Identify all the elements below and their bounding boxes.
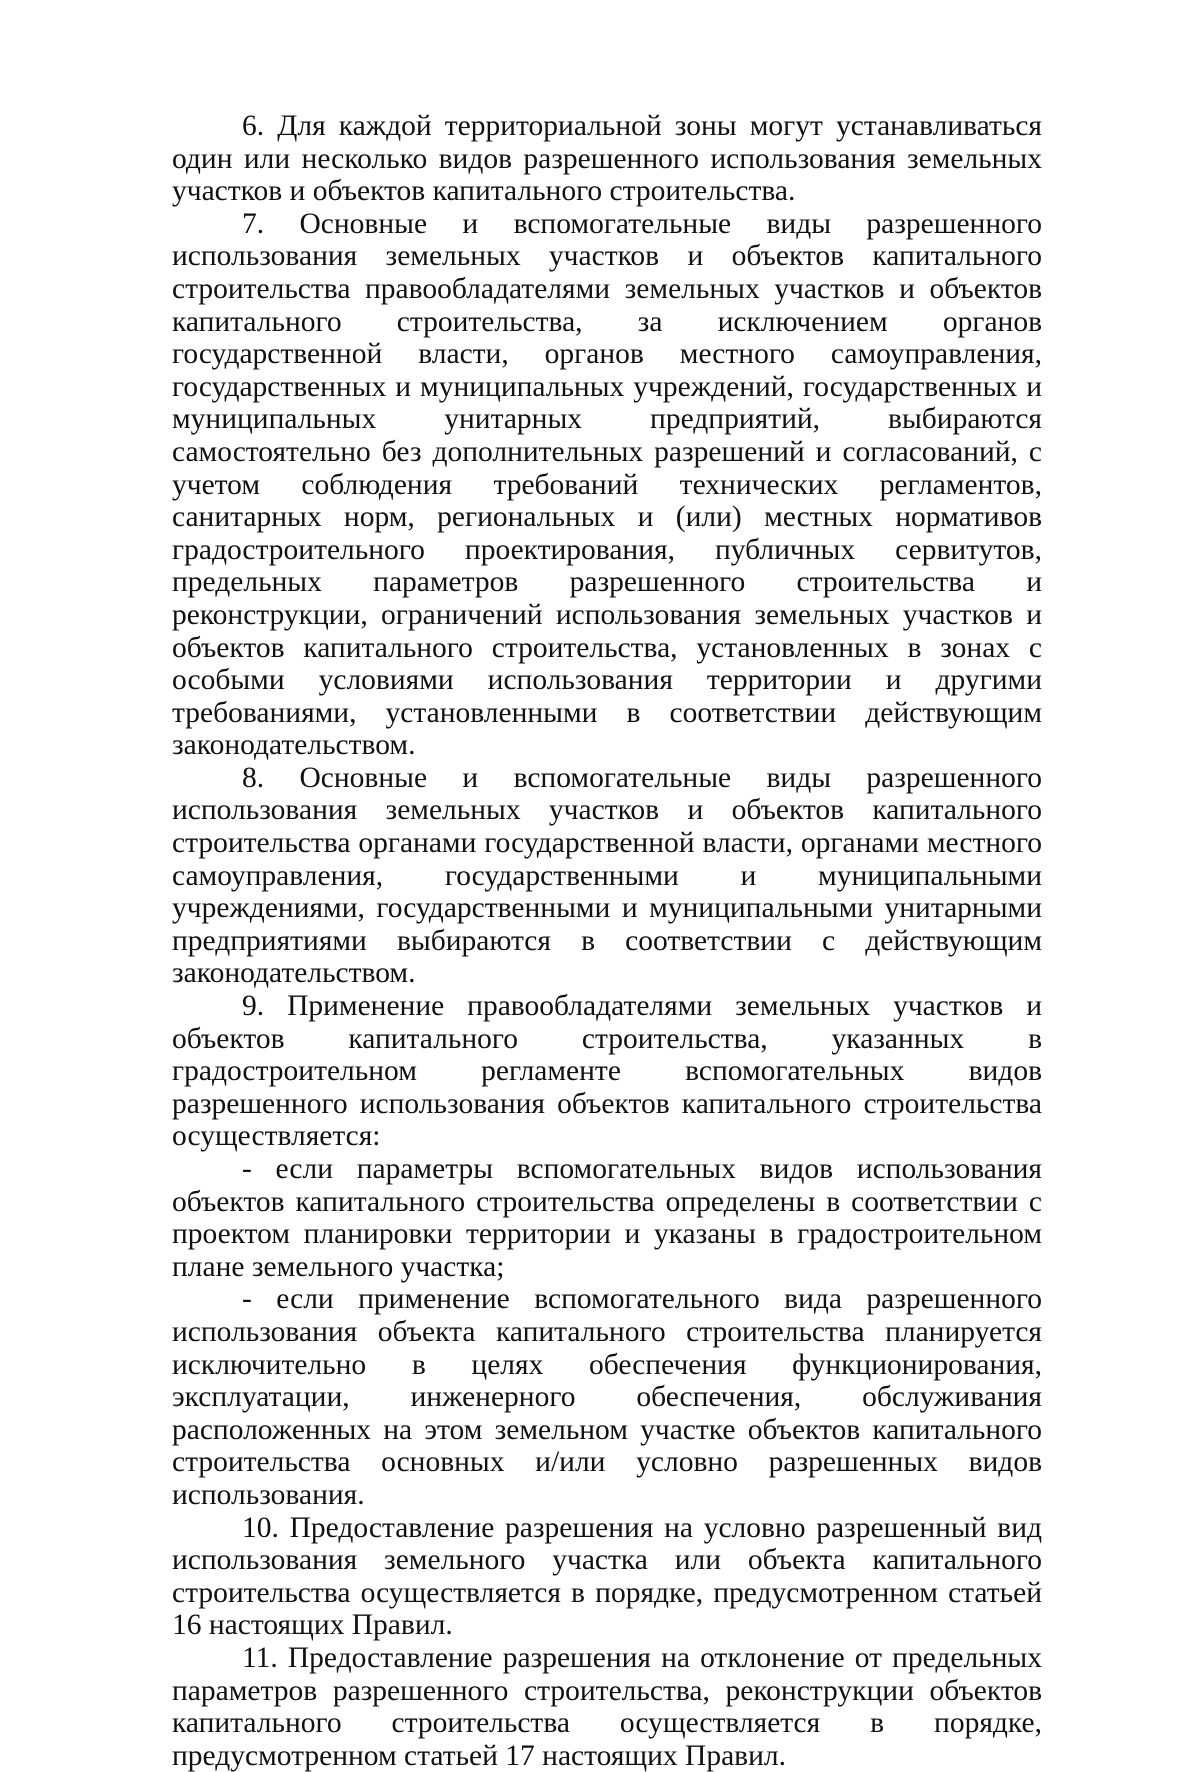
list-item-auxiliary-use: - если применение вспомогательного вида разрешенного использования объекта капитального строительства планируется исключительно в целях обеспечения функционирования, эксплуатации, инженерного обеспечения, обслуживания расположенных на этом земельном участке объектов капитального строительства основных и/или условно разрешенных видов использования. [172, 1283, 1042, 1511]
document-page [172, 110, 1042, 1772]
paragraph-7: 7. Основные и вспомогательные виды разрешенного использования земельных участков и объектов капитального строительства правообладателями земельных участков и объектов капитального строительства, за исключением органов государственной власти, органов местного самоуправления, государственных и муниципальных учреждений, государственных и муниципальных унитарных предприятий, выбираются самостоятельно без дополнительных разрешений и согласований, с учетом соблюдения требований технических регламентов, санитарных норм, региональных и (или) местных нормативов градостроительного проектирования, публичных сервитутов, предельных параметров разрешенного строительства и реконструкции, ограничений использования земельных участков и объектов капитального строительства, установленных в зонах с особыми условиями использования территории и другими требованиями, установленными в соответствии действующим законодательством. [172, 207, 1042, 762]
paragraph-9: 9. Применение правообладателями земельных участков и объектов капитального строительства, указанных в градостроительном регламенте вспомогательных видов разрешенного использования объектов капитального строительства осуществляется: [172, 990, 1042, 1153]
paragraph-6: 6. Для каждой территориальной зоны могут устанавливаться один или несколько видов разрешенного использования земельных участков и объектов капитального строительства. [172, 110, 1042, 208]
list-item-parameters: - если параметры вспомогательных видов использования объектов капитального строительства определены в соответствии с проектом планировки территории и указаны в градостроительном плане земельного участка; [172, 1153, 1042, 1283]
paragraph-11: 11. Предоставление разрешения на отклонение от предельных параметров разрешенного строительства, реконструкции объектов капитального строительства осуществляется в порядке, предусмотренном статьей 17 настоящих Правил. [172, 1641, 1042, 1772]
paragraph-10: 10. Предоставление разрешения на условно разрешенный вид использования земельного участка или объекта капитального строительства осуществляется в порядке, предусмотренном статьей 16 настоящих Правил. [172, 1511, 1042, 1642]
paragraph-8: 8. Основные и вспомогательные виды разрешенного использования земельных участков и объектов капитального строительства органами государственной власти, органами местного самоуправления, государственными и муниципальными учреждениями, государственными и муниципальными унитарными предприятиями выбираются в соответствии с действующим законодательством. [172, 761, 1042, 990]
